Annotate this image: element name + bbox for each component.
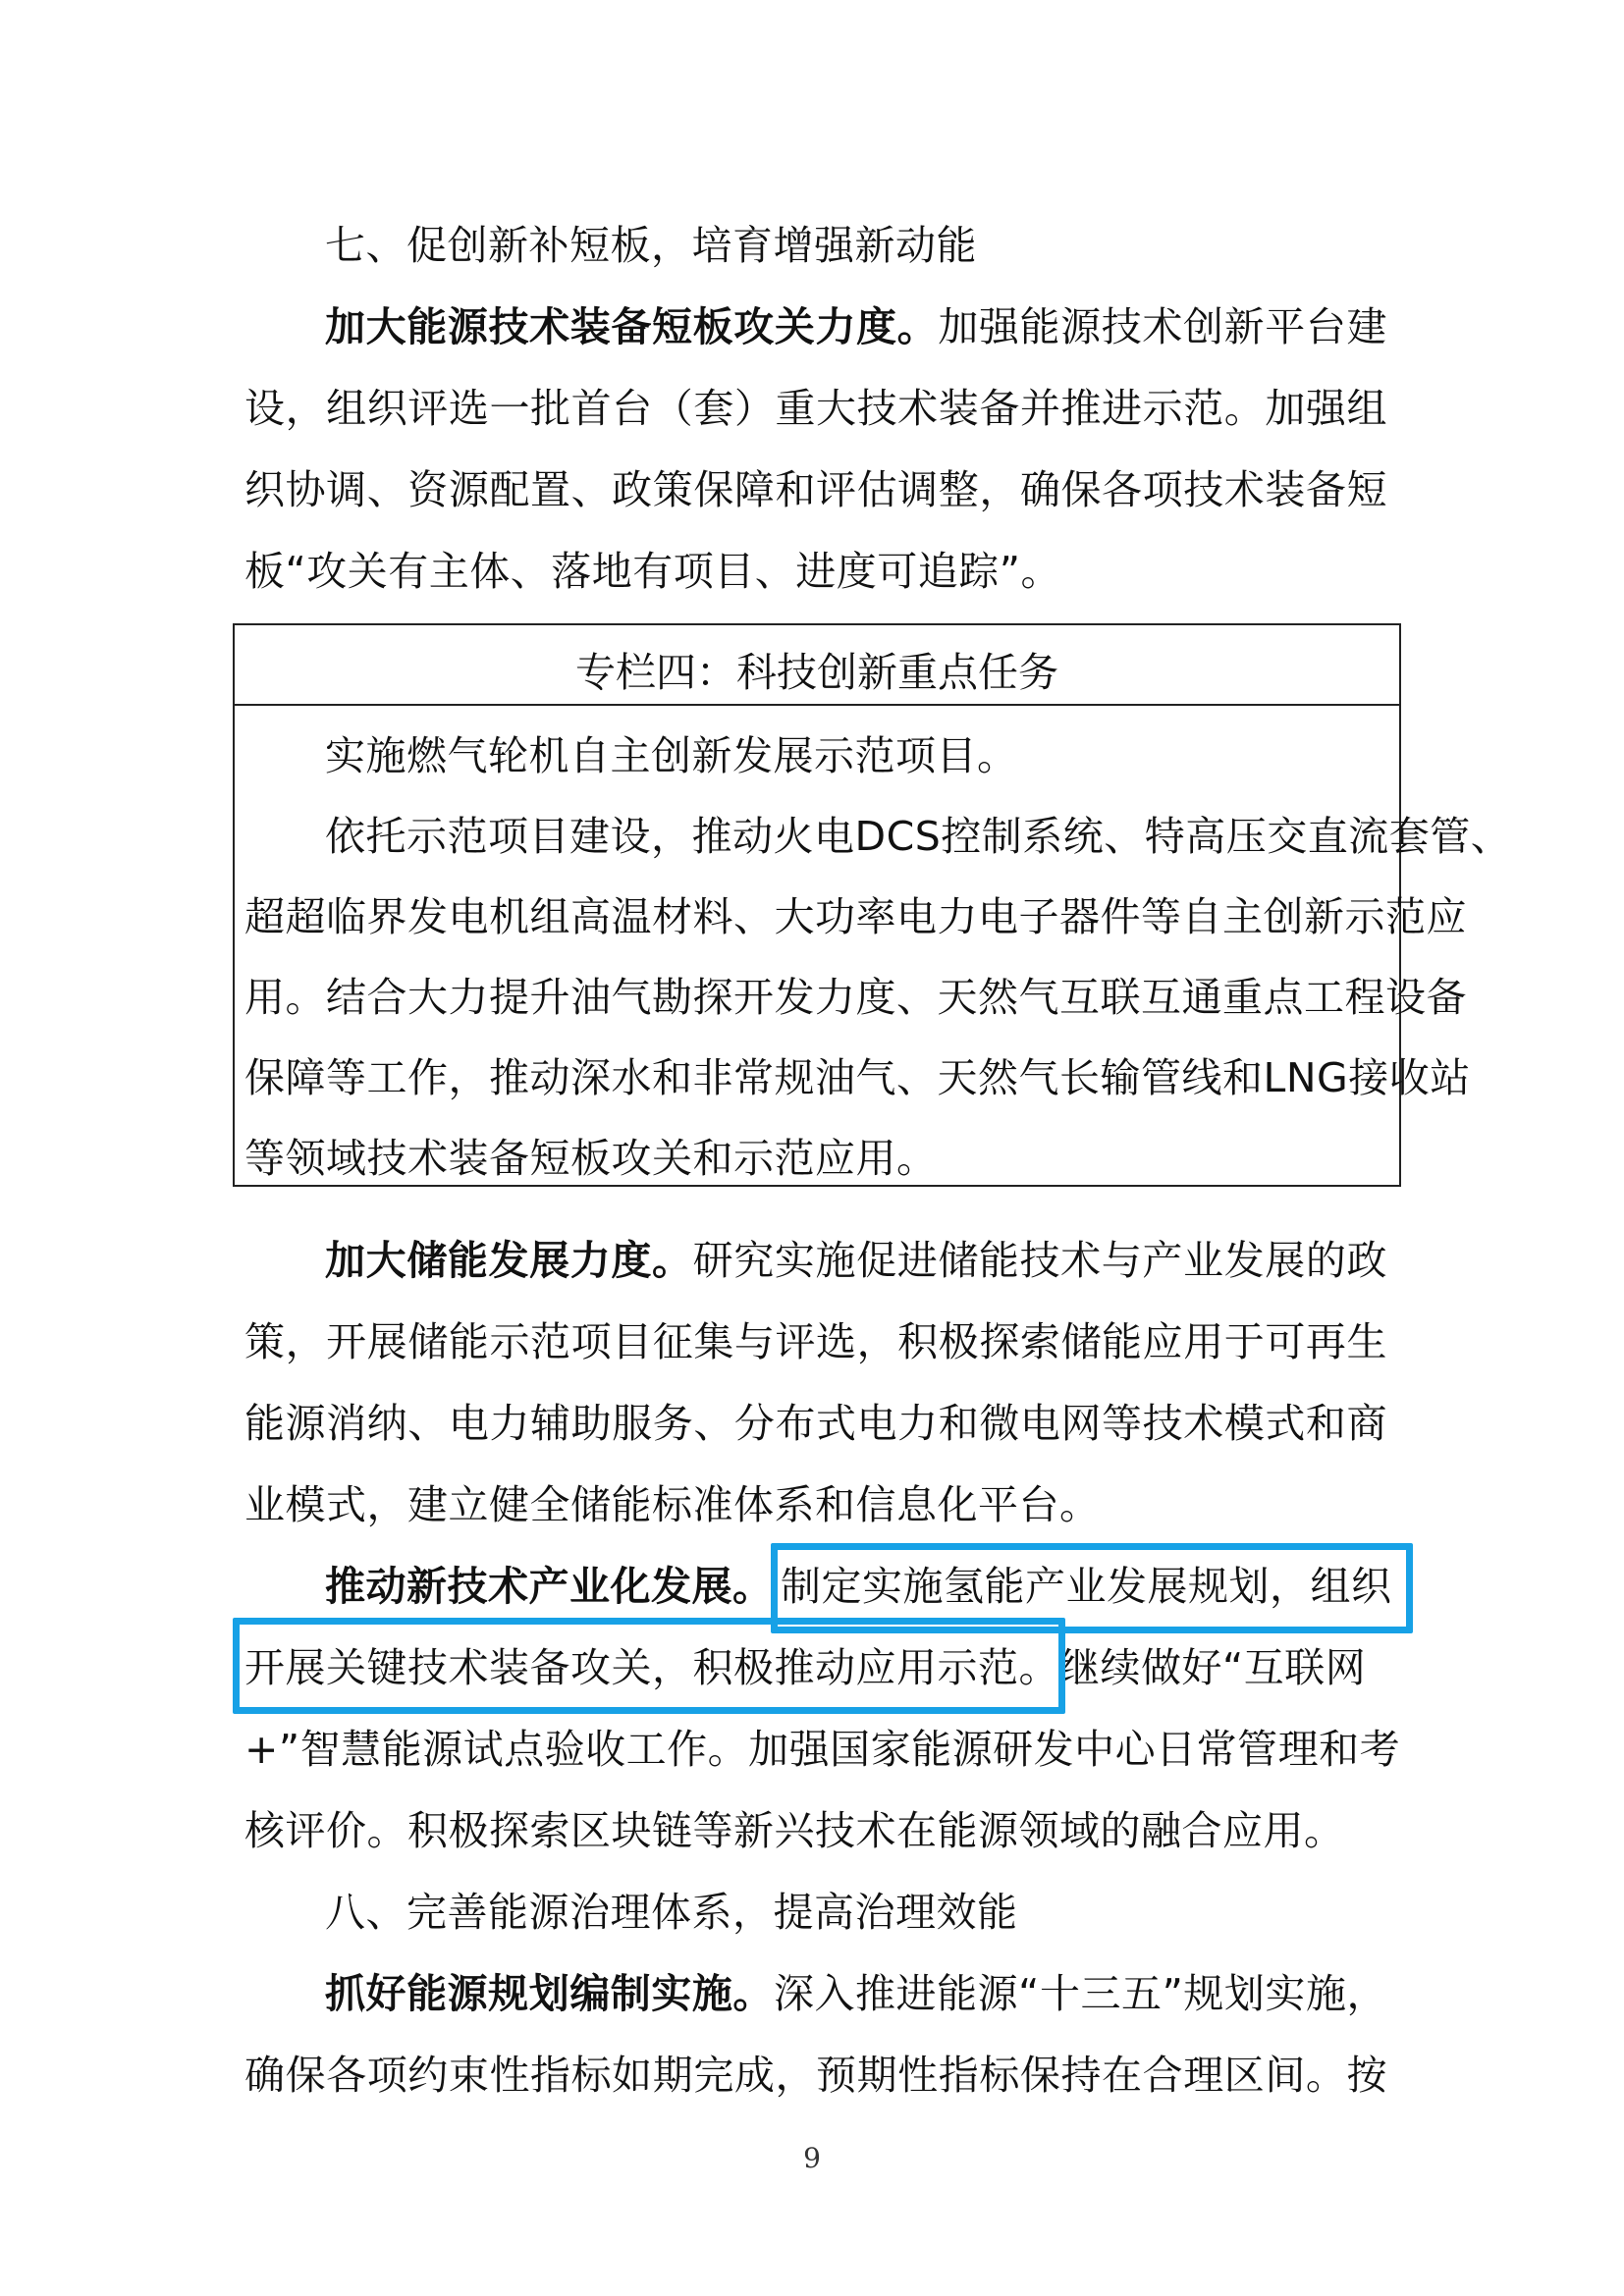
paragraph-line	[325, 1231, 1387, 1290]
paragraph-text: 深入推进能源“十三五”规划实施，	[773, 1970, 1388, 2017]
paragraph-line	[325, 1964, 1387, 2023]
paragraph-line	[325, 1557, 774, 1616]
paragraph-line: 织协调、资源配置、政策保障和评估调整，确保各项技术装备短	[244, 466, 1387, 513]
paragraph-lead: 推动新技术产业化发展。	[325, 1563, 774, 1610]
column-box-title: 专栏四：科技创新重点任务	[575, 649, 1058, 696]
section-heading: 七、促创新补短板，培育增强新动能	[325, 222, 977, 269]
column-line: 依托示范项目建设，推动火电DCS控制系统、特高压交直流套管、	[325, 813, 1512, 860]
paragraph-line	[325, 297, 1387, 356]
paragraph-line: +”智慧能源试点验收工作。加强国家能源研发中心日常管理和考	[244, 1726, 1401, 1773]
highlight-box	[233, 1618, 1065, 1714]
paragraph-line: 业模式，建立健全储能标准体系和信息化平台。	[244, 1481, 1101, 1528]
paragraph-lead: 加大能源技术装备短板攻关力度。	[325, 303, 939, 350]
column-line: 用。结合大力提升油气勘探开发力度、天然气互联互通重点工程设备	[244, 974, 1467, 1021]
section-heading: 八、完善能源治理体系，提高治理效能	[325, 1889, 1018, 1936]
column-box-divider	[233, 704, 1401, 706]
column-line: 超超临界发电机组高温材料、大功率电力电子器件等自主创新示范应	[244, 893, 1467, 940]
page-number: 9	[803, 2142, 821, 2174]
paragraph-line: 确保各项约束性指标如期完成，预期性指标保持在合理区间。按	[244, 2052, 1387, 2099]
paragraph-line: 能源消纳、电力辅助服务、分布式电力和微电网等技术模式和商	[244, 1400, 1387, 1447]
paragraph-line: 核评价。积极探索区块链等新兴技术在能源领域的融合应用。	[244, 1807, 1345, 1854]
paragraph-lead: 加大储能发展力度。	[325, 1237, 693, 1284]
paragraph-lead: 抓好能源规划编制实施。	[325, 1970, 774, 2017]
highlighted-text: 开展关键技术装备攻关，积极推动应用示范。	[244, 1644, 1059, 1691]
paragraph-text: 研究实施促进储能技术与产业发展的政	[692, 1237, 1388, 1284]
paragraph-line: 策，开展储能示范项目征集与评选，积极探索储能应用于可再生	[244, 1318, 1387, 1365]
paragraph-text: 继续做好“互联网	[1059, 1644, 1367, 1691]
paragraph-line: 板“攻关有主体、落地有项目、进度可追踪”。	[244, 548, 1061, 595]
column-line: 实施燃气轮机自主创新发展示范项目。	[325, 732, 1018, 779]
highlighted-text: 制定实施氢能产业发展规划，组织	[781, 1563, 1392, 1610]
paragraph-line: 设，组织评选一批首台（套）重大技术装备并推进示范。加强组	[244, 385, 1387, 432]
column-line: 等领域技术装备短板攻关和示范应用。	[244, 1135, 938, 1182]
column-line: 保障等工作，推动深水和非常规油气、天然气长输管线和LNG接收站	[244, 1054, 1471, 1101]
paragraph-text: 加强能源技术创新平台建	[938, 303, 1388, 350]
